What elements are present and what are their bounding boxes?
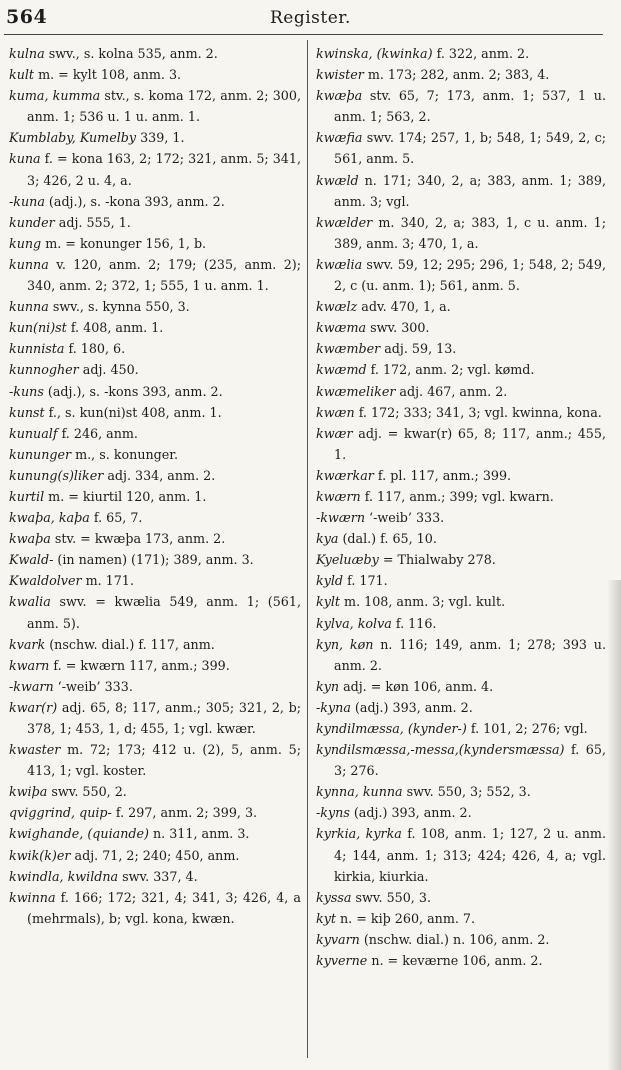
entry-references: (nschw. dial.) f. 117, anm. [45,636,215,652]
entry-headword: kya [316,531,339,547]
entry-references: f. 166; 172; 321, 4; 341, 3; 426, 4, a (mehrmals), b; vgl. kona, kwæn. [27,889,301,926]
index-entry [316,676,606,697]
index-entry [9,845,301,866]
entry-headword: kwinska, (kwinka) [316,46,433,61]
entry-references: m. = kiurtil 120, anm. 1. [44,488,207,504]
entry-references: swv. = kwælia 549, anm. 1; (561, anm. 5). [27,594,301,631]
index-entry [316,296,606,317]
index-entry [316,254,606,296]
index-entry [9,486,301,507]
entry-headword: kulna [9,46,45,61]
index-entry [316,212,606,254]
index-entry [316,528,606,549]
index-entry [9,359,301,380]
index-entry [9,739,301,781]
entry-references: adj. 65, 8; 117, anm.; 305; 321, 2, b; 378, 1; 453, 1, d; 455, 1; vgl. kwær. [27,699,301,736]
entry-references: adj. 450. [78,362,139,378]
index-entry [9,781,301,802]
entry-headword: kyvarn [316,931,360,947]
entry-references: n. = keværne 106, anm. 2. [367,953,543,969]
index-column-right [316,43,606,971]
entry-references: f. 297, anm. 2; 399, 3. [111,805,258,821]
entry-headword: kwæn [316,404,355,420]
entry-references: v. 120, anm. 2; 179; (235, anm. 2); 340, anm. 2; 372, 1; 555, 1 u. anm. 1. [27,256,301,294]
entry-headword: qviggrind, quip- [9,805,112,821]
index-entry [9,296,301,317]
entry-headword: kwaþa [9,531,51,547]
index-entry [9,655,301,676]
index-entry [9,85,301,127]
index-entry [316,950,606,971]
index-entry [316,697,606,718]
entry-references: (dal.) f. 65, 10. [338,531,437,547]
entry-references: adj. 334, anm. 2. [103,467,216,483]
entry-headword: kunst [9,404,45,420]
index-entry [9,676,301,697]
entry-references: (adj.) 393, anm. 2. [350,699,473,715]
index-entry [9,697,301,739]
entry-references: adv. 470, 1, a. [357,299,451,315]
index-entry [316,43,606,64]
entry-headword: kunung(s)liker [9,467,104,483]
index-entry [316,591,606,612]
entry-references: f. 246, anm. [57,425,138,441]
entry-headword: kwæmd [316,362,367,378]
entry-headword: kwighande, (quiande) [9,826,149,842]
entry-references: f. 108, anm. 1; 127, 2 u. anm. 4; 144, anm. 1; 313; 424; 426, 4, a; vgl. kirkia, kiurkia. [334,826,606,884]
index-entry [316,549,606,570]
index-entry [316,64,606,85]
entry-headword: -kuna [9,193,45,209]
index-entry [316,613,606,634]
index-entry [9,233,301,254]
entry-references: n. = kiþ 260, anm. 7. [335,910,476,926]
entry-headword: kyrkia, kyrka [316,826,402,842]
entry-headword: kvark [9,636,46,652]
entry-references: m. 108, anm. 3; vgl. kult. [340,594,506,610]
entry-headword: kyld [316,573,344,589]
entry-references: swv. 59, 12; 295; 296, 1; 548, 2; 549, 2, c (u. anm. 1); 561, anm. 5. [334,256,606,294]
index-entry [316,465,606,486]
entry-references: f. 171. [343,573,388,589]
entry-references: stv. 65, 7; 173, anm. 1; 537, 1 u. anm. 1; 563, 2. [334,88,606,125]
entry-references: adj. = køn 106, anm. 4. [339,678,494,694]
entry-headword: -kyna [316,699,351,715]
index-entry [9,338,301,359]
entry-references: stv. = kwæþa 173, anm. 2. [50,531,226,547]
entry-references: ‘-weib’ 333. [365,510,445,526]
entry-headword: kurtil [9,488,45,504]
entry-references: m. 173; 282, anm. 2; 383, 4. [363,67,550,83]
entry-headword: kunnista [9,341,65,357]
entry-headword: kwæld [316,172,359,188]
entry-references: = Thialwaby 278. [378,552,496,568]
index-entry [316,739,606,781]
entry-references: stv., s. koma 172, anm. 2; 300, anm. 1; 536 u. 1 u. anm. 1. [27,88,301,125]
index-entry [9,549,301,570]
index-entry [9,317,301,338]
column-divider [307,40,308,1058]
entry-references: swv. 174; 257, 1, b; 548, 1; 549, 2, c; 561, anm. 5. [334,130,606,167]
entry-headword: kun(ni)st [9,320,67,336]
entry-headword: kwarn [9,657,50,673]
index-entry [9,444,301,465]
entry-headword: -kwærn [316,510,365,526]
index-entry [9,528,301,549]
index-entry [9,866,301,887]
entry-references: (nschw. dial.) n. 106, anm. 2. [359,931,550,947]
entry-references: swv. 300. [366,320,430,336]
index-entry [316,929,606,950]
entry-references: f., s. kun(ni)st 408, anm. 1. [44,404,222,420]
entry-headword: Kumblaby, Kumelby [9,130,137,146]
index-entry [316,634,606,676]
entry-headword: kununger [9,446,72,462]
entry-references: adj. 467, anm. 2. [395,383,508,399]
entry-references: m. 340, 2, a; 383, 1, c u. anm. 1; 389, anm. 3; 470, 1, a. [334,214,606,251]
index-entry [316,781,606,802]
index-entry [9,402,301,423]
entry-headword: kwæmeliker [316,383,396,399]
entry-headword: kwinna [9,889,56,905]
index-entry [9,887,301,929]
index-entry [316,317,606,338]
entry-references: f. = kwærn 117, anm.; 399. [49,657,230,673]
entry-headword: kyndilsmæssa,-messa,(kyndersmæssa) [316,742,565,758]
entry-references: f. 322, anm. 2. [432,46,530,61]
index-entry [316,338,606,359]
entry-references: swv., s. kolna 535, anm. 2. [44,46,218,61]
entry-headword: kwælz [316,299,358,315]
entry-headword: kwærn [316,488,361,504]
index-entry [316,85,606,127]
entry-references: f. 172; 333; 341, 3; vgl. kwinna, kona. [354,404,602,420]
entry-headword: kunualf [9,425,58,441]
entry-references: 339, 1. [136,130,185,146]
entry-headword: kyt [316,910,336,926]
index-entry [316,170,606,212]
index-entry [316,570,606,591]
entry-references: (adj.) 393, anm. 2. [349,805,472,821]
index-entry [316,507,606,528]
index-entry [9,570,301,591]
entry-references: n. 311, anm. 3. [148,826,250,842]
entry-headword: kwæmber [316,341,381,357]
index-entry [9,43,301,64]
entry-references: swv., s. kynna 550, 3. [48,299,190,315]
index-entry [9,423,301,444]
entry-references: adj. 555, 1. [54,214,131,230]
entry-headword: kult [9,67,35,83]
entry-headword: kylva, kolva [316,615,392,631]
index-entry [316,887,606,908]
entry-references: f. pl. 117, anm.; 399. [373,467,512,483]
entry-references: f. 101, 2; 276; vgl. [466,721,588,736]
page-edge-shadow [607,580,621,1070]
index-entry [9,507,301,528]
entry-references: (adj.), s. -kons 393, anm. 2. [43,383,223,399]
index-entry [9,148,301,190]
entry-references: adj. = kwar(r) 65, 8; 117, anm.; 455, 1. [334,425,606,462]
header-rule [4,34,603,35]
index-entry [316,381,606,402]
entry-headword: kwær [316,425,353,441]
index-entry [316,423,606,465]
entry-references: f. = kona 163, 2; 172; 321, anm. 5; 341, 3; 426, 2 u. 4, a. [27,151,301,188]
entry-headword: kwaster [9,742,61,758]
entry-headword: kwælia [316,256,363,272]
entry-references: m. 72; 173; 412 u. (2), 5, anm. 5; 413, 1; vgl. koster. [27,742,301,779]
entry-references: (in namen) (171); 389, anm. 3. [53,552,254,568]
entry-references: f. 65, 7. [89,510,143,526]
entry-headword: -kuns [9,383,44,399]
entry-references: ‘-weib’ 333. [53,678,133,694]
entry-headword: kwik(k)er [9,847,71,863]
entry-headword: kunnogher [9,362,79,378]
running-title: Register. [270,8,351,28]
entry-references: adj. 59, 13. [380,341,457,357]
entry-headword: kwæþa [316,88,363,104]
entry-headword: kyverne [316,953,368,969]
entry-headword: kuma, kumma [9,88,101,104]
entry-references: f. 180, 6. [64,341,126,357]
entry-headword: kwælder [316,214,373,230]
entry-headword: kyn, køn [316,636,374,652]
page-header [0,0,621,40]
index-entry [9,127,301,148]
page-number: 564 [6,6,48,28]
entry-references: n. 116; 149, anm. 1; 278; 393 u. anm. 2. [334,636,606,673]
entry-headword: kylt [316,594,341,610]
index-entry [316,402,606,423]
entry-references: n. 171; 340, 2, a; 383, anm. 1; 389, anm. 3; vgl. [334,172,606,209]
entry-references: m. = konunger 156, 1, b. [41,235,207,251]
entry-references: m. 171. [81,573,134,589]
entry-references: (adj.), s. -kona 393, anm. 2. [44,193,225,209]
entry-headword: kung [9,235,42,251]
entry-headword: kunder [9,214,55,230]
entry-headword: kyndilmæssa, (kynder-) [316,721,467,736]
entry-headword: kwiþa [9,784,48,800]
entry-headword: kwindla, kwildna [9,868,119,884]
index-entry [9,212,301,233]
entry-headword: kwæfia [316,130,363,146]
index-entry [9,191,301,212]
entry-references: f. 408, anm. 1. [66,320,164,336]
entry-references: swv. 337, 4. [118,868,198,884]
entry-references: m. = kylt 108, anm. 3. [34,67,182,83]
entry-headword: kwister [316,67,364,83]
index-entry [9,634,301,655]
index-entry [9,802,301,823]
entry-headword: kyn [316,678,340,694]
index-entry [316,823,606,886]
entry-headword: kuna [9,151,41,167]
entry-references: adj. 71, 2; 240; 450, anm. [70,847,240,863]
entry-references: f. 117, anm.; 399; vgl. kwarn. [360,488,554,504]
index-entry [316,486,606,507]
entry-headword: kwaþa, kaþa [9,510,90,526]
index-entry [316,359,606,380]
index-entry [9,254,301,296]
entry-headword: Kwaldolver [9,573,82,589]
entry-references: f. 172, anm. 2; vgl. kømd. [366,362,535,378]
index-entry [9,465,301,486]
entry-headword: Kyeluæby [316,552,379,568]
entry-headword: Kwald- [9,552,54,568]
index-entry [316,908,606,929]
entry-headword: -kyns [316,805,350,821]
entry-headword: kunna [9,256,49,272]
entry-references: f. 65, 3; 276. [334,742,606,779]
entry-headword: -kwarn [9,678,54,694]
index-entry [316,802,606,823]
entry-headword: kwærkar [316,467,374,483]
entry-headword: kwæma [316,320,367,336]
index-entry [9,823,301,844]
index-column-left [9,43,301,929]
index-entry [316,718,606,739]
entry-references: swv. 550, 3. [351,889,431,905]
entry-headword: kynna, kunna [316,784,403,800]
entry-references: swv. 550, 2. [47,784,127,800]
entry-references: m., s. konunger. [71,446,178,462]
entry-headword: kwar(r) [9,699,58,715]
entry-headword: kwalia [9,594,51,610]
index-entry [9,64,301,85]
index-entry [9,381,301,402]
index-entry [316,127,606,169]
entry-references: f. 116. [391,615,437,631]
index-entry [9,591,301,633]
entry-headword: kyssa [316,889,352,905]
entry-headword: kunna [9,299,49,315]
entry-references: swv. 550, 3; 552, 3. [402,784,531,800]
